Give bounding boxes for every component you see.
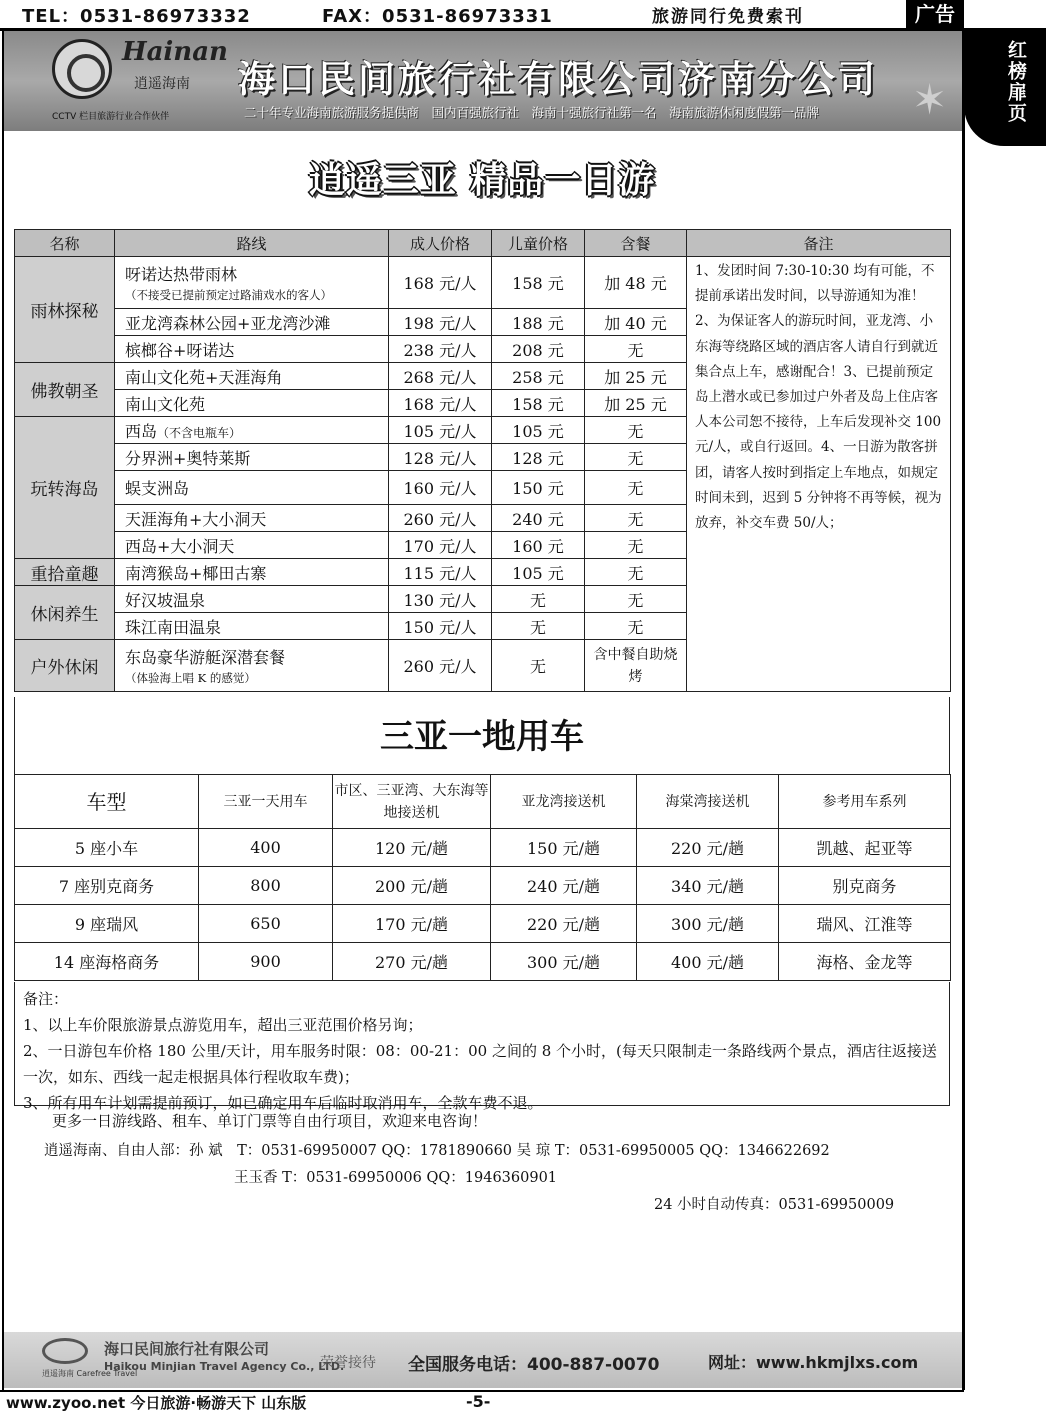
route-note: （不含电瓶车） [157, 425, 242, 440]
frame-left [2, 28, 4, 1390]
header-cell: 海棠湾接送机 [637, 775, 779, 829]
header-fax: FAX：0531-86973331 [322, 6, 553, 27]
car-notes [14, 982, 950, 1112]
footer-phone: 全国服务电话：400-887-0070 [408, 1355, 660, 1375]
route-cell: 南山文化苑 [115, 390, 389, 417]
day-price: 800 [199, 867, 333, 905]
child-price: 160 元 [492, 532, 585, 559]
adult-price: 198 元/人 [389, 309, 492, 336]
city-transfer-price: 200 元/趟 [333, 867, 491, 905]
contact-line: 逍遥海南、自由人部：孙 斌 T：0531-69950007 QQ：1781890660 吴 琼 T：0531-69950005 QQ：1346622692 [44, 1143, 830, 1159]
header-cell: 含餐 [585, 230, 687, 257]
route-cell [115, 640, 389, 692]
child-price: 258 元 [492, 363, 585, 390]
frame-right [962, 28, 965, 1390]
contact-invite: 更多一日游线路、租车、单订门票等自由行项目，欢迎来电咨询！ [52, 1112, 488, 1130]
adult-price: 238 元/人 [389, 336, 492, 363]
table-header-row [15, 775, 951, 829]
car-note: 3、所有用车计划需提前预订，如已确定用车后临时取消用车，全款车费不退。 [23, 1094, 543, 1112]
route-note: （体验海上唱 K 的感觉） [125, 671, 256, 685]
car-series: 别克商务 [779, 867, 951, 905]
meal-cell: 无 [585, 532, 687, 559]
car-type: 7 座别克商务 [15, 867, 199, 905]
meal-cell: 无 [585, 417, 687, 444]
header-cell: 成人价格 [389, 230, 492, 257]
haitang-transfer-price: 300 元/趟 [637, 905, 779, 943]
cctv-partner: CCTV 栏目旅游行业合作伙伴 [52, 112, 170, 122]
adult-price: 130 元/人 [389, 586, 492, 613]
top-contact-strip [0, 0, 1046, 28]
meal-cell: 无 [585, 586, 687, 613]
child-price: 150 元 [492, 471, 585, 505]
route-cell: 蜈支洲岛 [115, 471, 389, 505]
ad-badge: 广告 [906, 0, 964, 28]
child-price: 208 元 [492, 336, 585, 363]
table-header-row [15, 230, 951, 257]
route-cell: 珠江南田温泉 [115, 613, 389, 640]
table-row [15, 905, 951, 943]
header-cell: 参考用车系列 [779, 775, 951, 829]
city-transfer-price: 120 元/趟 [333, 829, 491, 867]
category-cell: 休闲养生 [15, 586, 115, 640]
company-name: 海口民间旅行社有限公司济南分公司 [238, 58, 878, 101]
child-price: 105 元 [492, 417, 585, 444]
adult-price: 260 元/人 [389, 640, 492, 692]
footer-banner [4, 1332, 962, 1388]
company-logo-icon [52, 39, 112, 99]
yalong-transfer-price: 220 元/趟 [491, 905, 637, 943]
company-slogan: 二十年专业海南旅游服务提供商 国内百强旅行社 海南十强旅行社第一名 海南旅游休闲度假第一品牌 [244, 105, 820, 120]
footer-company: 海口民间旅行社有限公司 [104, 1340, 270, 1358]
header-index-label: 旅游同行免费索刊 [652, 7, 804, 27]
adult-price: 260 元/人 [389, 505, 492, 532]
footer-company-en: Haikou Minjian Travel Agency Co., LTD. [104, 1360, 345, 1373]
table-row [15, 257, 951, 309]
haitang-transfer-price: 220 元/趟 [637, 829, 779, 867]
day-price: 650 [199, 905, 333, 943]
route-cell [115, 417, 389, 444]
header-cell: 亚龙湾接送机 [491, 775, 637, 829]
route-note: （不接受已提前预定过路浦戏水的客人） [125, 288, 332, 302]
yalong-transfer-price: 150 元/趟 [491, 829, 637, 867]
header-tel: TEL：0531-86973332 [22, 6, 251, 27]
route-name: 呀诺达热带雨林 [125, 265, 238, 284]
haitang-transfer-price: 400 元/趟 [637, 943, 779, 981]
cars-table [14, 774, 951, 981]
yalong-transfer-price: 300 元/趟 [491, 943, 637, 981]
route-cell: 槟榔谷+呀诺达 [115, 336, 389, 363]
day-price: 900 [199, 943, 333, 981]
meal-cell: 加 25 元 [585, 363, 687, 390]
adult-price: 170 元/人 [389, 532, 492, 559]
child-price: 188 元 [492, 309, 585, 336]
meal-cell: 无 [585, 613, 687, 640]
meal-cell: 无 [585, 444, 687, 471]
city-transfer-price: 270 元/趟 [333, 943, 491, 981]
day-price: 400 [199, 829, 333, 867]
table-row [15, 943, 951, 981]
bottom-site: www.zyoo.net 今日旅游·畅游天下 山东版 [6, 1394, 307, 1412]
child-price: 无 [492, 586, 585, 613]
adult-price: 105 元/人 [389, 417, 492, 444]
meal-cell: 无 [585, 471, 687, 505]
car-type: 5 座小车 [15, 829, 199, 867]
route-cell: 西岛+大小洞天 [115, 532, 389, 559]
car-note: 2、一日游包车价格 180 公里/天计，用车服务时限：08：00-21：00 之间的 8 个小时，(每天只限制走一条路线两个景点，酒店往返接送一次，如东、西线一起走根据具体行程收取车费)； [23, 1042, 937, 1086]
adult-price: 268 元/人 [389, 363, 492, 390]
child-price: 240 元 [492, 505, 585, 532]
header-cell: 市区、三亚湾、大东海等地接送机 [333, 775, 491, 829]
route-cell [115, 257, 389, 309]
tours-title: 逍遥三亚 精品一日游 [308, 160, 656, 201]
footer-website[interactable]: 网址：www.hkmjlxs.com [708, 1353, 919, 1372]
page-number: -5- [466, 1392, 491, 1411]
cars-title: 三亚一地用车 [14, 697, 950, 774]
adult-price: 168 元/人 [389, 390, 492, 417]
meal-cell: 含中餐自助烧烤 [585, 640, 687, 692]
route-cell: 南山文化苑+天涯海角 [115, 363, 389, 390]
tours-table [14, 229, 951, 692]
category-cell: 重拾童趣 [15, 559, 115, 586]
route-cell: 分界洲+奥特莱斯 [115, 444, 389, 471]
car-series: 凯越、起亚等 [779, 829, 951, 867]
meal-cell: 加 25 元 [585, 390, 687, 417]
category-cell: 户外休闲 [15, 640, 115, 692]
table-row [15, 829, 951, 867]
header-cell: 备注 [687, 230, 951, 257]
route-name: 东岛豪华游艇深潜套餐 [125, 648, 286, 667]
car-notes-title: 备注： [23, 990, 69, 1008]
contact-line: 王玉香 T：0531-69950006 QQ：1946360901 [234, 1170, 558, 1186]
fax-24h: 24 小时自动传真：0531-69950009 [654, 1197, 895, 1213]
company-logo-icon [42, 1338, 88, 1364]
adult-price: 115 元/人 [389, 559, 492, 586]
header-cell: 儿童价格 [492, 230, 585, 257]
city-transfer-price: 170 元/趟 [333, 905, 491, 943]
remarks-cell: 1、发团时间 7:30-10:30 均有可能，不提前承诺出发时间，以导游通知为准！2、为保证客人的游玩时间，亚龙湾、小东海等绕路区域的酒店客人请自行到就近集合点上车，感谢配合！3、已提前预定岛上潜水或已参加过户外者及岛上住店客人本公司恕不接待，上车后发现补交 100 元/人，或自行返回。4、一日游为散客拼团，请客人按时到指定上车地点，如规定时间未到，迟到 5 分钟将不再等候，视为放弃，补交车费 50/人； [687, 257, 951, 692]
category-cell: 玩转海岛 [15, 417, 115, 559]
car-series: 海格、金龙等 [779, 943, 951, 981]
child-price: 158 元 [492, 257, 585, 309]
meal-cell: 无 [585, 336, 687, 363]
table-row [15, 867, 951, 905]
starfish-icon: ✶ [912, 75, 948, 124]
route-cell: 好汉坡温泉 [115, 586, 389, 613]
adult-price: 160 元/人 [389, 471, 492, 505]
car-type: 9 座瑞风 [15, 905, 199, 943]
footer-logo-text: 逍遥海南 Carefree Travel [42, 1369, 138, 1378]
child-price: 158 元 [492, 390, 585, 417]
company-banner [4, 31, 962, 131]
meal-cell: 无 [585, 505, 687, 532]
category-cell: 佛教朝圣 [15, 363, 115, 417]
child-price: 128 元 [492, 444, 585, 471]
route-cell: 亚龙湾森林公园+亚龙湾沙滩 [115, 309, 389, 336]
child-price: 无 [492, 640, 585, 692]
child-price: 105 元 [492, 559, 585, 586]
child-price: 无 [492, 613, 585, 640]
category-cell: 雨林探秘 [15, 257, 115, 363]
car-type: 14 座海格商务 [15, 943, 199, 981]
meal-cell: 无 [585, 559, 687, 586]
adult-price: 168 元/人 [389, 257, 492, 309]
header-cell: 路线 [115, 230, 389, 257]
side-tab: 红榜扉页 [964, 28, 1046, 146]
footer-honor: 荣誉接待 [320, 1355, 376, 1371]
header-cell: 名称 [15, 230, 115, 257]
header-cell: 车型 [15, 775, 199, 829]
route-cell: 南湾猴岛+椰田古寨 [115, 559, 389, 586]
brand-sub: 逍遥海南 [134, 76, 190, 92]
brand-script: Hainan [122, 37, 228, 67]
haitang-transfer-price: 340 元/趟 [637, 867, 779, 905]
route-cell: 天涯海角+大小洞天 [115, 505, 389, 532]
adult-price: 128 元/人 [389, 444, 492, 471]
header-cell: 三亚一天用车 [199, 775, 333, 829]
car-series: 瑞风、江淮等 [779, 905, 951, 943]
route-name: 西岛 [125, 421, 158, 441]
meal-cell: 加 40 元 [585, 309, 687, 336]
yalong-transfer-price: 240 元/趟 [491, 867, 637, 905]
meal-cell: 加 48 元 [585, 257, 687, 309]
car-note: 1、以上车价限旅游景点游览用车，超出三亚范围价格另询； [23, 1016, 423, 1034]
adult-price: 150 元/人 [389, 613, 492, 640]
